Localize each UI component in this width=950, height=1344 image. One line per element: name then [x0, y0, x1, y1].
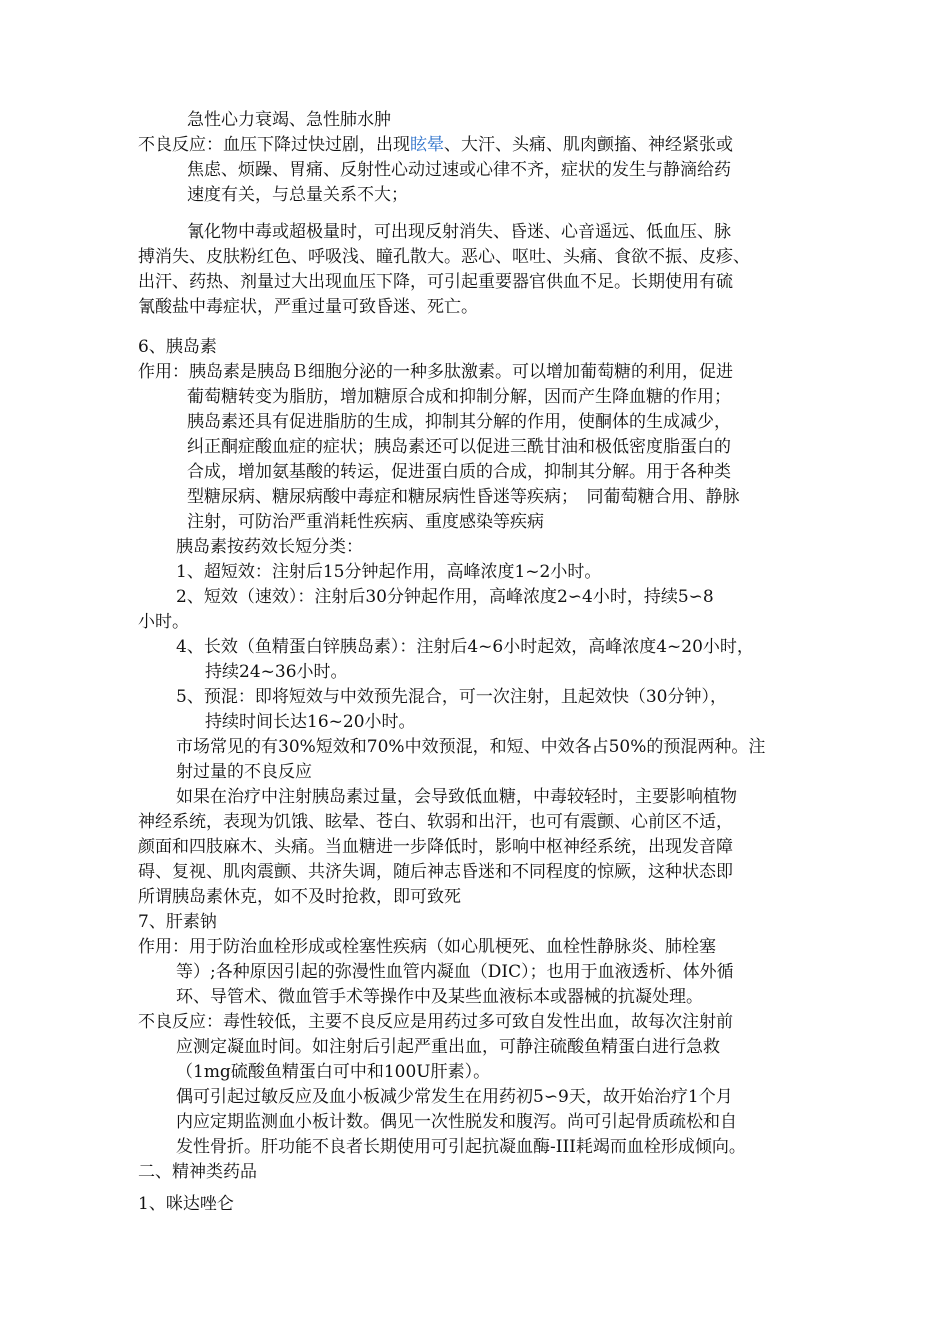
text-line: 市场常见的有30%短效和70%中效预混，和短、中效各占50%的预混两种。注: [176, 737, 766, 757]
text-line: 胰岛素还具有促进脂肪的生成，抑制其分解的作用，使酮体的生成减少，: [187, 412, 731, 432]
text-line: 胰岛素按药效长短分类：: [176, 537, 363, 557]
text-line: 射过量的不良反应: [176, 762, 312, 782]
text-line: 发性骨折。肝功能不良者长期使用可引起抗凝血酶-III耗竭而血栓形成倾向。: [176, 1137, 746, 1157]
text-line: 颜面和四肢麻木、头痛。当血糖进一步降低时，影响中枢神经系统，出现发音障: [138, 837, 733, 857]
text-line: 环、导管术、微血管手术等操作中及某些血液标本或器械的抗凝处理。: [176, 987, 703, 1007]
text-line: 等）;各种原因引起的弥漫性血管内凝血（DIC）；也用于血液透析、体外循: [176, 962, 734, 982]
text-line: 应测定凝血时间。如注射后引起严重出血，可静注硫酸鱼精蛋白进行急救: [176, 1037, 720, 1057]
text-line: 持续24~36小时。: [205, 662, 348, 682]
text-line: 速度有关，与总量关系不大；: [187, 185, 408, 205]
text-line: 所谓胰岛素休克，如不及时抢救，即可致死: [138, 887, 461, 907]
list-item: 2、短效（速效）：注射后30分钟起作用，高峰浓度2∽4小时，持续5∽8: [176, 587, 714, 607]
list-item: 4、长效（鱼精蛋白锌胰岛素）：注射后4~6小时起效，高峰浓度4~20小时，: [176, 637, 754, 657]
text-line: 神经系统，表现为饥饿、眩晕、苍白、软弱和出汗，也可有震颤、心前区不适，: [138, 812, 733, 832]
text-line: 出汗、药热、剂量过大出现血压下降，可引起重要器官供血不足。长期使用有硫: [138, 272, 733, 292]
text-line: 型糖尿病、糖尿病酸中毒症和糖尿病性昏迷等疾病； 同葡萄糖合用、静脉: [187, 487, 740, 507]
text-line: 不良反应：血压下降过快过剧，出现眩晕、大汗、头痛、肌肉颤搐、神经紧张或: [138, 135, 733, 155]
list-item: 5、预混：即将短效与中效预先混合，可一次注射，且起效快（30分钟），: [176, 687, 727, 707]
section-heading: 6、胰岛素: [138, 337, 217, 357]
text-line: 碍、复视、肌肉震颤、共济失调，随后神志昏迷和不同程度的惊厥，这种状态即: [138, 862, 733, 882]
text-line: 焦虑、烦躁、胃痛、反射性心动过速或心律不齐，症状的发生与静滴给药: [187, 160, 731, 180]
text-line: 搏消失、皮肤粉红色、呼吸浅、瞳孔散大。恶心、呕吐、头痛、食欲不振、皮疹、: [138, 247, 750, 267]
text-line: 作用：用于防治血栓形成或栓塞性疾病（如心肌梗死、血栓性静脉炎、肺栓塞: [138, 937, 716, 957]
text-line: 如果在治疗中注射胰岛素过量，会导致低血糖，中毒较轻时，主要影响植物: [176, 787, 737, 807]
list-item: 1、超短效：注射后15分钟起作用，高峰浓度1~2小时。: [176, 562, 602, 582]
text-line: 氰酸盐中毒症状，严重过量可致昏迷、死亡。: [138, 297, 478, 317]
text-line: 偶可引起过敏反应及血小板减少常发生在用药初5∽9天，故开始治疗1个月: [176, 1087, 733, 1107]
text-line: 作用：胰岛素是胰岛Ｂ细胞分泌的一种多肽激素。可以增加葡萄糖的利用，促进: [138, 362, 733, 382]
text-line: （1mg硫酸鱼精蛋白可中和100U肝素）。: [176, 1062, 491, 1082]
text-line: 合成，增加氨基酸的转运，促进蛋白质的合成，抑制其分解。用于各种类: [187, 462, 731, 482]
section-heading: 1、咪达唑仑: [138, 1194, 234, 1214]
text-line: 葡萄糖转变为脂肪，增加糖原合成和抑制分解，因而产生降血糖的作用；: [187, 387, 731, 407]
section-heading: 7、肝素钠: [138, 912, 217, 932]
text-line: 注射，可防治严重消耗性疾病、重度感染等疾病: [187, 512, 544, 532]
dizziness-link[interactable]: 眩晕: [410, 135, 444, 155]
text-line: 内应定期监测血小板计数。偶见一次性脱发和腹泻。尚可引起骨质疏松和自: [176, 1112, 737, 1132]
text-line: 急性心力衰竭、急性肺水肿: [187, 110, 391, 130]
text-line: 纠正酮症酸血症的症状；胰岛素还可以促进三酰甘油和极低密度脂蛋白的: [187, 437, 731, 457]
text-line: 小时。: [138, 612, 189, 632]
section-heading: 二、精神类药品: [138, 1162, 257, 1182]
text-line: 氰化物中毒或超极量时，可出现反射消失、昏迷、心音遥远、低血压、脉: [187, 222, 731, 242]
text-line: 持续时间长达16~20小时。: [205, 712, 416, 732]
text-line: 不良反应：毒性较低，主要不良反应是用药过多可致自发性出血，故每次注射前: [138, 1012, 733, 1032]
